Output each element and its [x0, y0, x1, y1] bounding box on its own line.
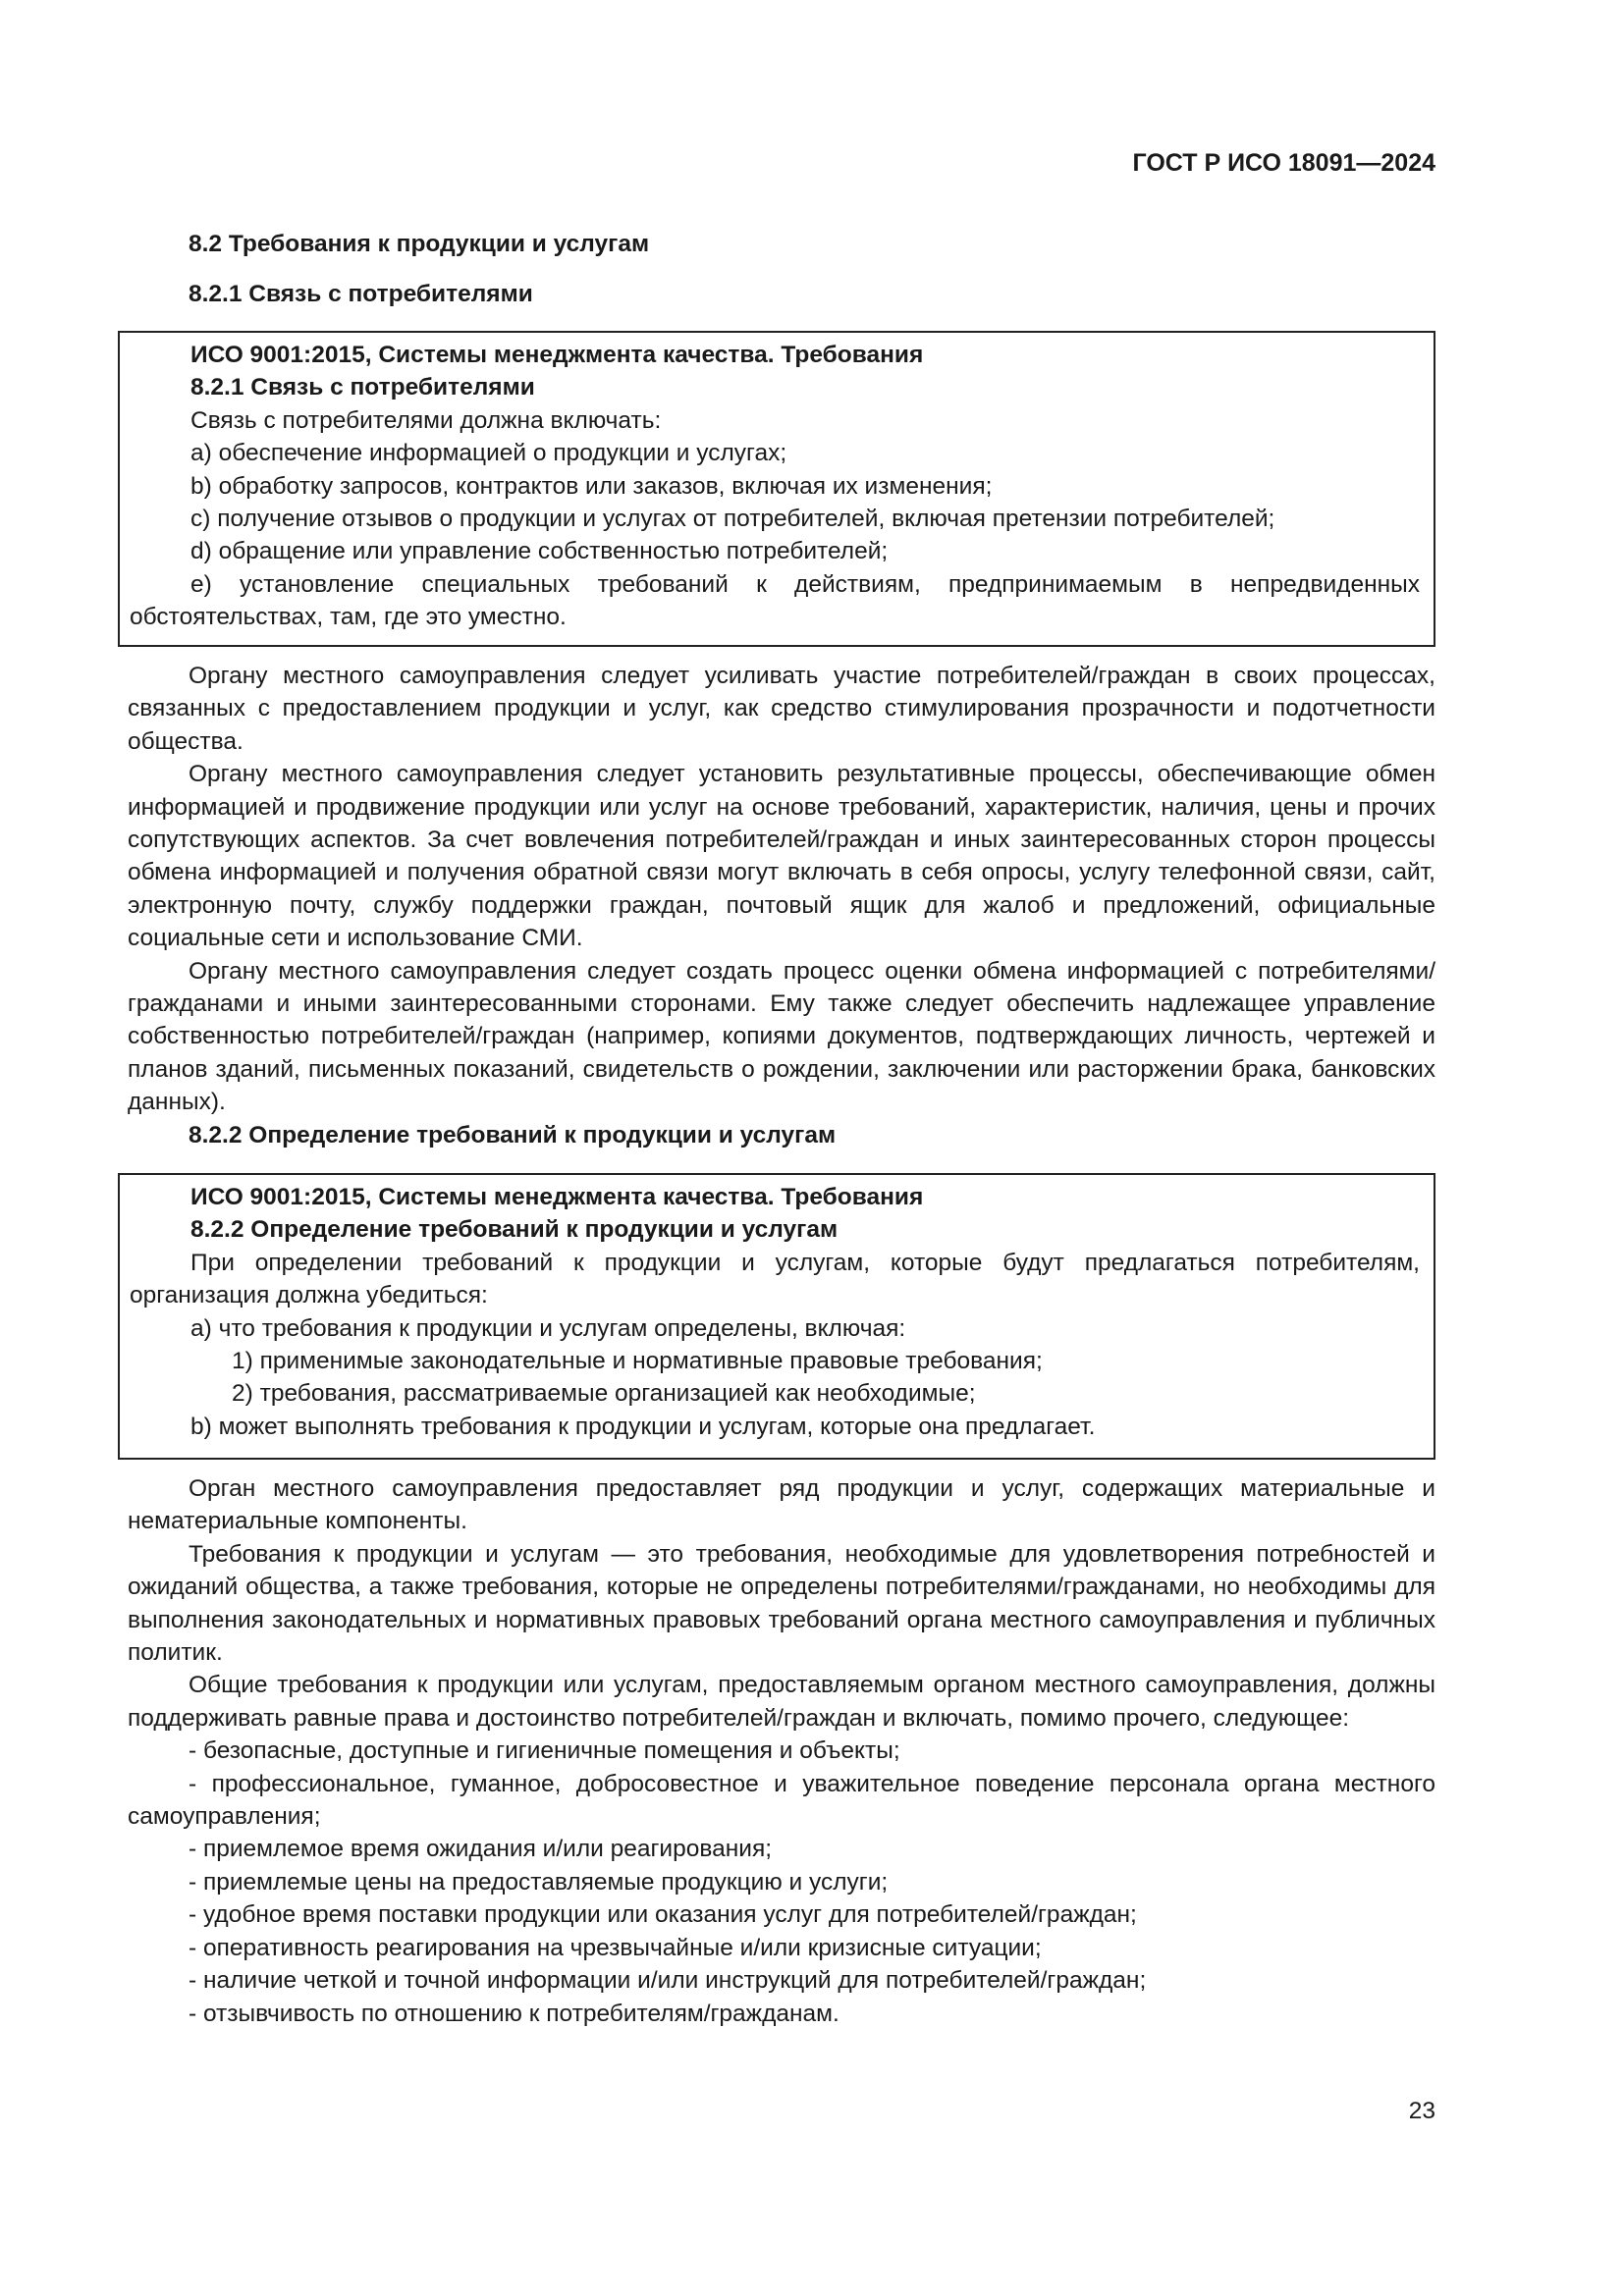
standard-designation: ГОСТ Р ИСО 18091—2024 — [1132, 149, 1435, 177]
paragraph: Требования к продукции и услугам — это требования, необходимые для удовлетворения потребностей и ожиданий общества, а также требования, которые не определены потребителями/гражданами, но необходимы для выполнения законодательных и нормативных правовых требований органа местного самоуправления и публичных политик. — [128, 1540, 1435, 1667]
quote-box-iso-8-2-1 — [118, 331, 1435, 647]
list-item: b) может выполнять требования к продукции и услугам, которые она предлагает. — [190, 1413, 1096, 1440]
page-number: 23 — [1408, 2098, 1435, 2124]
quote-box-title: ИСО 9001:2015, Системы менеджмента качества. Требования — [190, 342, 924, 368]
section-8-2-1-heading: 8.2.1 Связь с потребителями — [189, 281, 533, 307]
list-item: - наличие четкой и точной информации и/или инструкций для потребителей/граждан; — [189, 1967, 1147, 1995]
quote-box-iso-8-2-2 — [118, 1173, 1435, 1460]
quote-box-subtitle: 8.2.2 Определение требований к продукции и услугам — [190, 1216, 839, 1244]
list-item: - безопасные, доступные и гигиеничные помещения и объекты; — [189, 1737, 900, 1765]
body-section-2 — [128, 1472, 1435, 2030]
paragraph: Общие требования к продукции или услугам, предоставляемым органом местного самоуправления, должны поддерживать равные права и достоинство потребителей/граждан и включать, помимо прочего, следующее: — [128, 1672, 1435, 1732]
quote-box-subtitle: 8.2.1 Связь с потребителями — [190, 374, 535, 401]
list-item: - отзывчивость по отношению к потребителям/гражданам. — [189, 2000, 839, 2027]
list-item: d) обращение или управление собственностью потребителей; — [190, 538, 889, 565]
list-item: b) обработку запросов, контрактов или заказов, включая их изменения; — [190, 472, 993, 500]
sub-list-item: 2) требования, рассматриваемые организацией как необходимые; — [232, 1380, 976, 1408]
quote-box-title: ИСО 9001:2015, Системы менеджмента качества. Требования — [190, 1184, 924, 1210]
list-item: c) получение отзывов о продукции и услугах от потребителей, включая претензии потребителей; — [190, 506, 1275, 533]
quote-box-intro: Связь с потребителями должна включать: — [190, 406, 662, 434]
paragraph: Орган местного самоуправления предоставляет ряд продукции и услуг, содержащих материальные и нематериальные компоненты. — [128, 1475, 1435, 1535]
list-item: - приемлемое время ожидания и/или реагирования; — [189, 1836, 773, 1863]
body-section-1 — [128, 660, 1435, 1151]
paragraph: Органу местного самоуправления следует создать процесс оценки обмена информацией с потребителями/гражданами и иными заинтересованными сторонами. Ему также следует обеспечить надлежащее управление собственностью потребителей/граждан (например, копиями документов, подтверждающих личность, чертежей и планов зданий, письменных показаний, свидетельств о рождении, заключении или расторжении брака, банковских данных). — [128, 957, 1435, 1116]
list-item: a) обеспечение информацией о продукции и услугах; — [190, 440, 787, 467]
paragraph: Органу местного самоуправления следует установить результативные процессы, обеспечивающие обмен информацией и продвижение продукции или услуг на основе требований, характеристик, наличия, цены и прочих сопутствующих аспектов. За счет вовлечения потребителей/граждан и иных заинтересованных сторон процессы обмена информацией и получения обратной связи могут включать в себя опросы, услугу телефонной связи, сайт, электронную почту, службу поддержки граждан, почтовый ящик для жалоб и предложений, официальные социальные сети и использование СМИ. — [128, 761, 1435, 952]
sub-list-item: 1) применимые законодательные и нормативные правовые требования; — [232, 1348, 1043, 1375]
quote-box-intro: При определении требований к продукции и услугам, которые будут предлагаться потребителям, организация должна убедиться: — [130, 1249, 1420, 1309]
list-item: e) установление специальных требований к действиям, предпринимаемым в непредвиденных обстоятельствах, там, где это уместно. — [130, 570, 1420, 631]
list-item: - приемлемые цены на предоставляемые продукцию и услуги; — [189, 1868, 889, 1896]
list-item: - удобное время поставки продукции или оказания услуг для потребителей/граждан; — [189, 1901, 1137, 1929]
section-8-2-2-heading: 8.2.2 Определение требований к продукции и услугам — [189, 1121, 837, 1148]
list-item: - профессиональное, гуманное, добросовестное и уважительное поведение персонала органа местного самоуправления; — [128, 1770, 1435, 1831]
section-8-2-heading: 8.2 Требования к продукции и услугам — [189, 231, 650, 257]
list-item: - оперативность реагирования на чрезвычайные и/или кризисные ситуации; — [189, 1934, 1042, 1961]
list-item: a) что требования к продукции и услугам определены, включая: — [190, 1314, 906, 1342]
paragraph: Органу местного самоуправления следует усиливать участие потребителей/граждан в своих процессах, связанных с предоставлением продукции и услуг, как средство стимулирования прозрачности и подотчетности общества. — [128, 663, 1435, 755]
